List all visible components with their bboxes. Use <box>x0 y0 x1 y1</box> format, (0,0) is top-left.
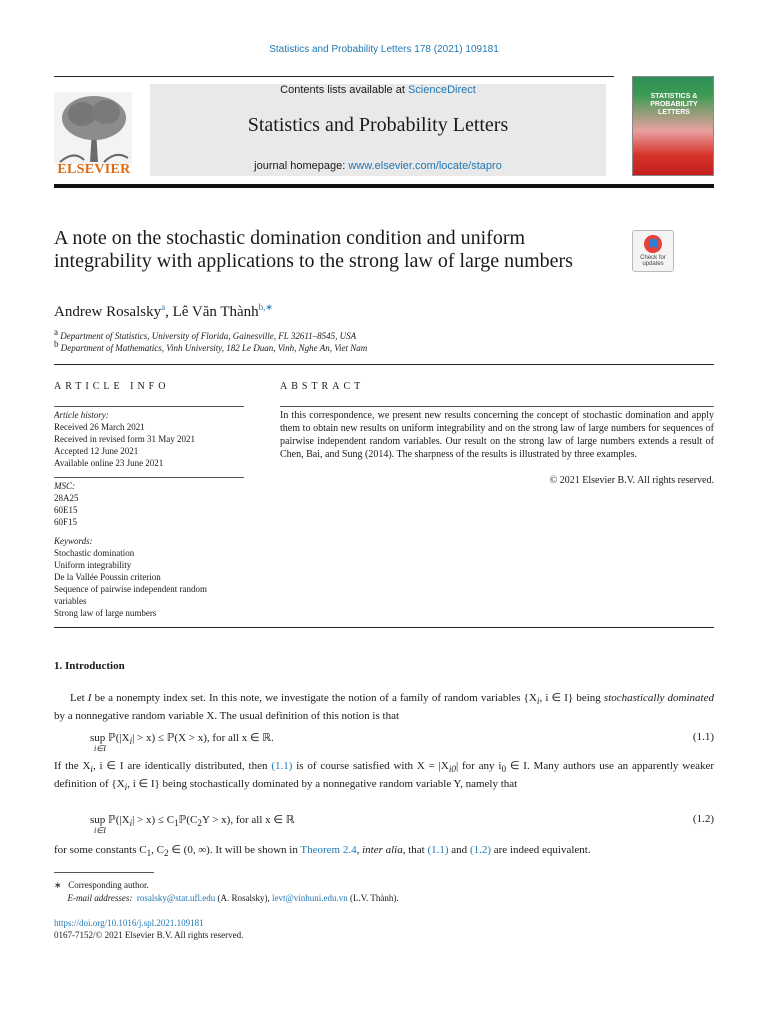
history-item: Accepted 12 June 2021 <box>54 446 139 456</box>
text-run: , C <box>151 844 164 856</box>
text-run: for some constants C <box>54 844 147 856</box>
homepage-prefix: journal homepage: <box>254 160 349 172</box>
info-rule <box>54 477 244 478</box>
footnote-text: (A. Rosalsky), <box>215 893 272 903</box>
top-rule <box>54 76 614 77</box>
body-paragraph <box>54 691 714 724</box>
doi-link[interactable]: https://doi.org/10.1016/j.spl.2021.109181 <box>54 918 204 928</box>
text-run: ∈ I. Many authors use an apparently weaker definition of {X <box>54 760 715 791</box>
body-paragraph <box>54 759 714 795</box>
equation-number: (1.2) <box>692 813 714 825</box>
issn-line: 0167-7152/© 2021 Elsevier B.V. All rights reserved. <box>54 930 244 940</box>
text-run: , i ∈ I} being <box>539 692 604 704</box>
keyword: Sequence of pairwise independent random <box>54 584 207 594</box>
journal-masthead <box>150 84 606 176</box>
author-name: Lê Văn Thành <box>172 304 259 320</box>
corresponding-author-note <box>54 879 149 891</box>
bookmark-icon <box>643 234 663 254</box>
footnote-text: Corresponding author. <box>68 880 149 890</box>
math-subscript: i <box>124 782 128 793</box>
email-label: E-mail addresses: <box>67 893 133 903</box>
math-subscript: 2 <box>197 818 202 829</box>
journal-citation[interactable]: Statistics and Probability Letters 178 (2021) 109181 <box>269 44 499 55</box>
section-rule <box>54 364 714 365</box>
math-subscript: i <box>129 818 133 829</box>
elsevier-wordmark: ELSEVIER <box>57 162 131 177</box>
text-run: is of course satisfied with X = |X <box>292 760 449 772</box>
math-subscript: i <box>536 696 540 707</box>
math-subscript: 2 <box>164 848 169 859</box>
info-rule <box>54 406 244 407</box>
text-run: be a nonempty index set. In this note, we investigate the notion of a family of random variables {X <box>91 692 537 704</box>
tree-icon <box>54 92 132 164</box>
equation-ref-link[interactable]: (1.1) <box>271 760 293 772</box>
sup-index: i∈I <box>94 826 106 835</box>
journal-homepage-link[interactable]: www.elsevier.com/locate/stapro <box>348 160 502 172</box>
theorem-ref-link[interactable]: Theorem 2.4 <box>300 844 357 856</box>
text-run: Let <box>70 692 88 704</box>
history-item: Received 26 March 2021 <box>54 422 145 432</box>
text-run: If the X <box>54 760 91 772</box>
article-info-heading: ARTICLE INFO <box>54 381 170 392</box>
msc-code: 28A25 <box>54 493 79 503</box>
email-link[interactable]: rosalsky@stat.ufl.edu <box>136 893 216 903</box>
journal-title: Statistics and Probability Letters <box>247 114 509 136</box>
header-rule <box>54 184 714 188</box>
math-subscript: i <box>129 736 133 747</box>
equation-body <box>90 731 274 746</box>
contents-prefix: Contents lists available at <box>280 84 408 96</box>
section-heading: 1. Introduction <box>54 660 125 672</box>
author-separator: , <box>165 304 173 320</box>
text-run: , i ∈ I} being stochastically dominated by a nonnegative random variable Y, namely that <box>127 778 518 791</box>
cover-title: STATISTICS & PROBABILITY LETTERS <box>650 93 698 116</box>
text-run: , <box>356 844 363 856</box>
math-subscript: i0 <box>448 764 456 775</box>
body-paragraph <box>54 843 714 861</box>
homepage-line <box>150 160 606 172</box>
msc-code: 60E15 <box>54 505 78 515</box>
affiliation-b <box>54 339 367 353</box>
sup-index: i∈I <box>94 744 106 753</box>
email-note <box>54 892 399 904</box>
history-label: Article history: <box>54 410 109 420</box>
footnote-star: ∗ <box>54 880 62 890</box>
math-text: Y > x), for all x ∈ ℝ <box>201 814 295 826</box>
contents-line <box>150 84 606 96</box>
equation-ref-link[interactable]: (1.1) <box>427 844 449 856</box>
msc-codes <box>54 480 254 528</box>
text-run: are indeed equivalent. <box>491 844 591 856</box>
equation-number: (1.1) <box>692 731 714 743</box>
abstract-heading: ABSTRACT <box>280 381 365 392</box>
keyword: Stochastic domination <box>54 548 135 558</box>
keyword: De la Vallée Poussin criterion <box>54 572 161 582</box>
history-item: Received in revised form 31 May 2021 <box>54 434 195 444</box>
history-item: Available online 23 June 2021 <box>54 458 164 468</box>
math-text: | > x) ≤ ℙ(X > x), for all x ∈ ℝ. <box>132 732 274 744</box>
math-text: sup ℙ(|X <box>90 814 130 826</box>
sciencedirect-link[interactable]: ScienceDirect <box>407 84 476 96</box>
paper-title: A note on the stochastic domination condition and uniform integrability with applications to the strong law of large numbers <box>54 227 573 272</box>
abstract-copyright: © 2021 Elsevier B.V. All rights reserved. <box>549 475 714 486</box>
affiliation-mark: b <box>54 339 59 349</box>
article-history <box>54 409 254 469</box>
math-text: sup ℙ(|X <box>90 732 130 744</box>
text-run: | for any i <box>455 760 502 772</box>
text-run: by a nonnegative random variable X. The usual definition of this notion is that <box>54 710 400 723</box>
affiliation-mark: a <box>54 327 58 337</box>
text-run: ∈ (0, ∞). It will be shown in <box>168 844 301 856</box>
affiliation-marker[interactable]: b,∗ <box>258 302 273 312</box>
msc-code: 60F15 <box>54 517 78 527</box>
equation-ref-link[interactable]: (1.2) <box>469 844 492 856</box>
math-symbol: I <box>87 692 92 704</box>
keywords <box>54 535 254 619</box>
math-text: ℙ(C <box>178 814 198 826</box>
email-link[interactable]: levt@vinhuni.edu.vn <box>271 893 348 903</box>
emphasis: stochastically dominated <box>603 692 714 704</box>
footnote-text: (L.V. Thành). <box>347 893 399 903</box>
check-for-updates-label: Check for updates <box>640 255 666 267</box>
abstract-rule <box>280 406 714 407</box>
math-subscript: 1 <box>146 848 152 859</box>
text-run: , i ∈ I are identically distributed, then <box>92 760 272 772</box>
text-run: and <box>448 844 470 856</box>
affiliation-text: Department of Mathematics, Vinh University, 182 Le Duan, Vinh, Nghe An, Viet Nam <box>60 343 368 353</box>
section-rule <box>54 627 714 628</box>
math-text: | > x) ≤ C <box>132 814 175 826</box>
text-run: , that <box>402 844 428 856</box>
equation-body <box>90 813 294 828</box>
keyword: Strong law of large numbers <box>54 608 157 618</box>
author-name: Andrew Rosalsky <box>54 304 162 320</box>
author-list <box>54 302 273 321</box>
emphasis: inter alia <box>362 844 403 856</box>
affiliation-text: Department of Statistics, University of Florida, Gainesville, FL 32611–8545, USA <box>60 331 357 341</box>
math-subscript: i <box>90 764 93 775</box>
msc-label: MSC: <box>54 481 75 491</box>
keyword: variables <box>54 596 87 606</box>
affiliation-marker[interactable]: a <box>161 302 166 312</box>
check-for-updates-badge[interactable] <box>632 230 674 272</box>
journal-cover[interactable] <box>632 76 714 176</box>
abstract-text: In this correspondence, we present new results concerning the concept of stochastic domination and apply them to obtain new results on uniform integrability and on the strong law of large numbers for sequences of pairwise independent random variables. Our result on the strong law of large numbers extends a result of Chen, Bai, and Sung (2014). The sharpness of the results is illustrated by three examples. <box>280 410 714 460</box>
keyword: Uniform integrability <box>54 560 132 570</box>
footnote-rule <box>54 872 154 873</box>
math-subscript: 1 <box>174 818 179 829</box>
math-subscript: 0 <box>501 764 507 775</box>
keywords-label: Keywords: <box>54 536 93 546</box>
